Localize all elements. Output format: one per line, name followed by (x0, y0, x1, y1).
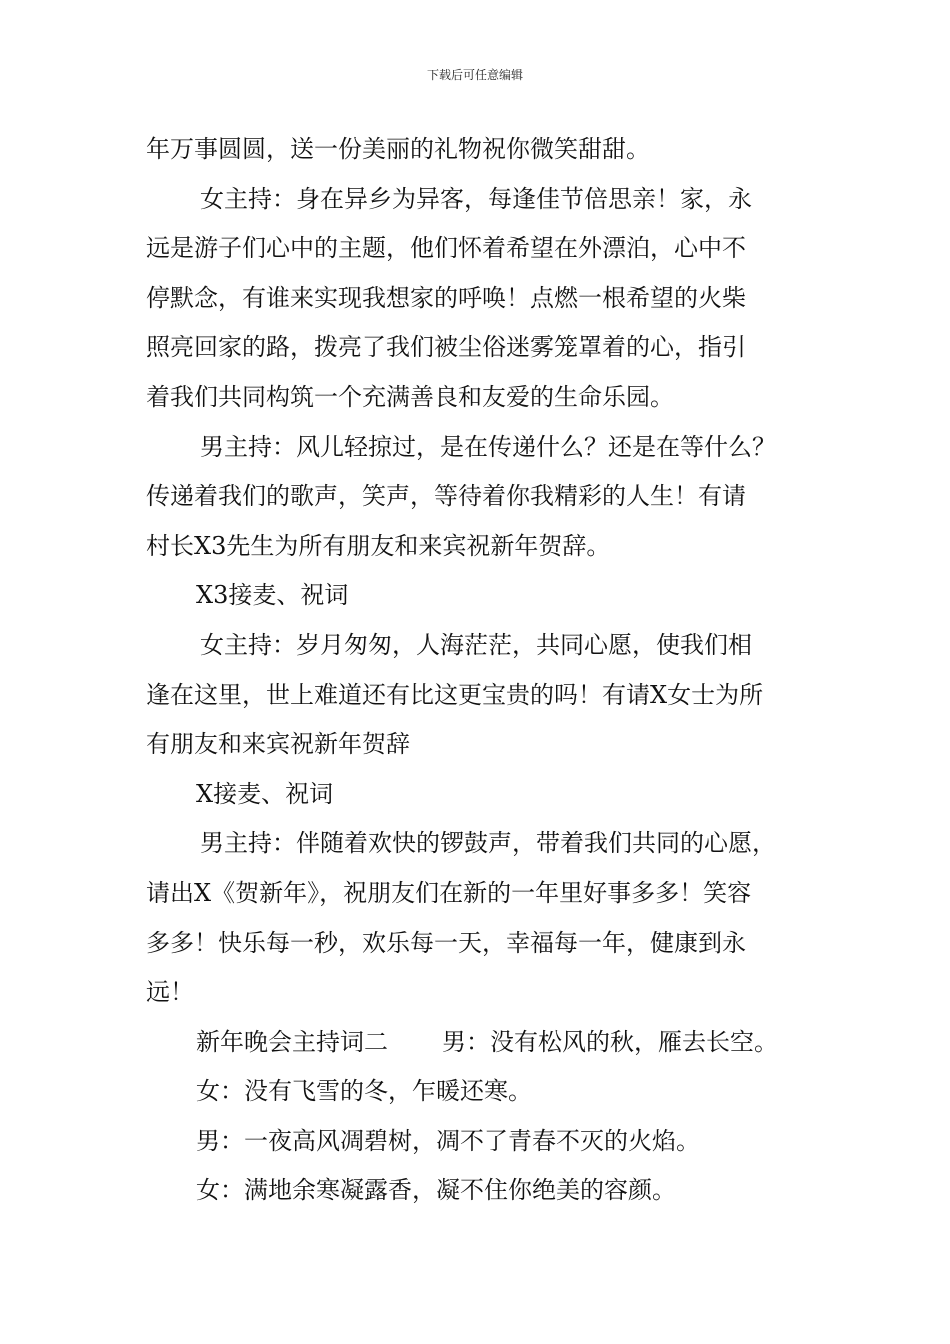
text-line: 女：满地余寒凝露香，凝不住你绝美的容颜。 (196, 1176, 676, 1205)
text-line-pair (146, 1018, 836, 1068)
section-title: 新年晚会主持词二 (196, 1027, 388, 1056)
text-line: 有朋友和来宾祝新年贺辞 (146, 730, 410, 759)
text-line: 照亮回家的路，拨亮了我们被尘俗迷雾笼罩着的心，指引 (146, 333, 746, 362)
text-line: 女：没有飞雪的冬，乍暖还寒。 (196, 1077, 532, 1106)
text-line: 男主持：风儿轻掠过，是在传递什么？还是在等什么？ (200, 432, 776, 461)
text-line: 远！ (146, 978, 194, 1007)
text-line: X3接麦、祝词 (196, 581, 349, 610)
text-line: 传递着我们的歌声，笑声，等待着你我精彩的人生！有请 (146, 482, 746, 511)
text-line: 村长X3先生为所有朋友和来宾祝新年贺辞。 (146, 531, 611, 560)
text-line: 请出X《贺新年》，祝朋友们在新的一年里好事多多！笑容 (146, 878, 752, 907)
text-line: 男主持：伴随着欢快的锣鼓声，带着我们共同的心愿， (200, 829, 776, 858)
text-line: 多多！快乐每一秒，欢乐每一天，幸福每一年，健康到永 (146, 928, 746, 957)
text-line: 停默念，有谁来实现我想家的呼唤！点燃一根希望的火柴 (146, 283, 746, 312)
document-body (146, 125, 836, 1216)
header-note: 下载后可任意编辑 (426, 68, 523, 82)
text-line: 逢在这里，世上难道还有比这更宝贵的吗！有请X女士为所 (146, 680, 764, 709)
text-line: 着我们共同构筑一个充满善良和友爱的生命乐园。 (146, 382, 674, 411)
text-line: 女主持：身在异乡为异客，每逢佳节倍思亲！家，永 (200, 184, 752, 213)
text-line: 女主持：岁月匆匆，人海茫茫，共同心愿，使我们相 (200, 630, 752, 659)
text-line: 男：一夜高风凋碧树，凋不了青春不灭的火焰。 (196, 1126, 700, 1155)
text-line: 远是游子们心中的主题，他们怀着希望在外漂泊，心中不 (146, 234, 746, 263)
text-line: 年万事圆圆，送一份美丽的礼物祝你微笑甜甜。 (146, 135, 650, 163)
text-line: X接麦、祝词 (196, 779, 334, 808)
dialogue-line: 男：没有松风的秋，雁去长空。 (442, 1027, 778, 1056)
